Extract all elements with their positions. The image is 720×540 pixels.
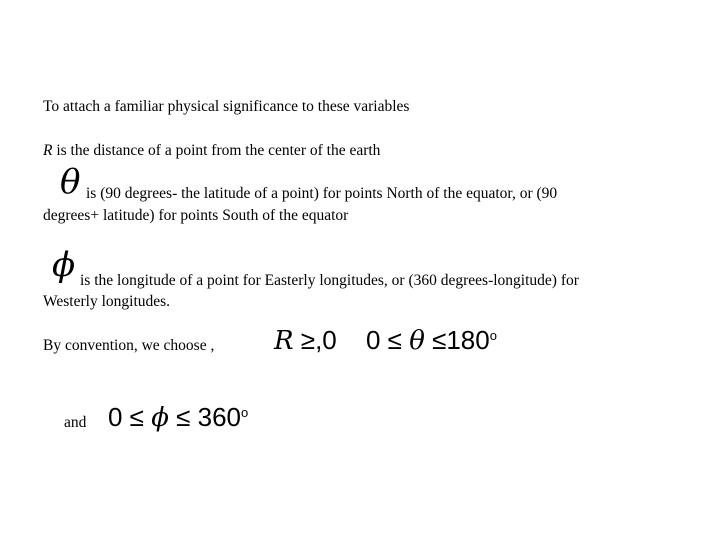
theta-inequality-right: ≤180 bbox=[424, 325, 490, 355]
and-text: and bbox=[64, 414, 87, 431]
phi-definition-line-2: Westerly longitudes. bbox=[43, 293, 171, 310]
r-inequality-rel: ≥,0 bbox=[293, 325, 337, 355]
phi-inequality-left: 0 ≤ bbox=[108, 402, 152, 432]
theta-definition-line-1: is (90 degrees- the latitude of a point) for points North of the equator, or (90 bbox=[86, 185, 558, 202]
convention-text: By convention, we choose , bbox=[43, 337, 215, 354]
theta-inequality-left: 0 ≤ bbox=[366, 325, 410, 355]
theta-inequality bbox=[366, 325, 497, 356]
theta-definition-line-2: degrees+ latitude) for points South of the equator bbox=[43, 207, 349, 224]
r-inequality bbox=[274, 325, 337, 356]
phi-inequality bbox=[108, 402, 248, 433]
r-definition-text: is the distance of a point from the center of the earth bbox=[52, 142, 381, 159]
phi-inequality-var: ϕ bbox=[151, 403, 169, 433]
intro-text: To attach a familiar physical significance to these variables bbox=[43, 98, 410, 115]
theta-degree-sup: o bbox=[489, 328, 497, 343]
phi-inequality-right: ≤ 360 bbox=[168, 402, 242, 432]
r-definition bbox=[43, 141, 380, 161]
theta-symbol: θ bbox=[60, 162, 81, 202]
phi-definition-line-1: is the longitude of a point for Easterly longitudes, or (360 degrees-longitude) for bbox=[80, 272, 579, 289]
r-inequality-var: R bbox=[274, 326, 294, 356]
phi-degree-sup: o bbox=[241, 405, 249, 420]
theta-inequality-var: θ bbox=[409, 326, 425, 356]
phi-symbol: ϕ bbox=[52, 245, 76, 285]
r-symbol: R bbox=[43, 142, 53, 159]
